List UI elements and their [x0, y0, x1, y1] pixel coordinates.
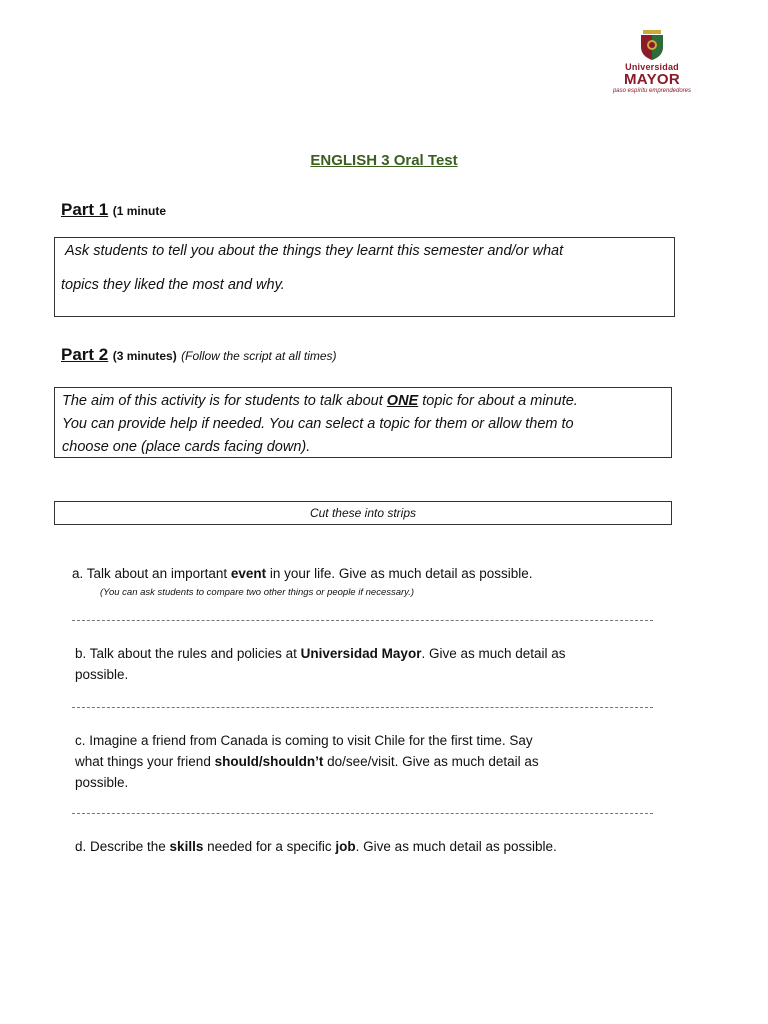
topic-b-post: . Give as much detail as — [421, 646, 566, 661]
part2-note: (Follow the script at all times) — [181, 349, 337, 363]
topic-d-keyword-job: job — [335, 839, 356, 854]
document-title: ENGLISH 3 Oral Test — [310, 152, 458, 169]
topic-c-keyword: should/shouldn’t — [214, 754, 324, 769]
cut-line-3 — [72, 813, 653, 814]
topic-d-post: . Give as much detail as possible. — [355, 839, 557, 854]
logo-tagline: paso espíritu emprendedores — [612, 88, 692, 94]
cut-strips-label: Cut these into strips — [54, 501, 672, 525]
topic-c-pre: what things your friend — [75, 754, 215, 769]
logo-university-text: Universidad — [625, 62, 679, 72]
part2-instructions-box — [54, 387, 672, 458]
part1-instructions-line2: topics they liked the most and why. — [61, 277, 285, 293]
cut-line-2 — [72, 707, 653, 708]
topic-b — [75, 643, 566, 685]
part1-duration: (1 minute — [112, 204, 167, 218]
part1-instructions-box — [54, 237, 675, 317]
cut-line-1 — [72, 620, 653, 621]
logo-mayor-text: MAYOR — [624, 71, 680, 88]
topic-d-mid: needed for a specific — [203, 839, 336, 854]
part1-heading — [61, 200, 166, 220]
topic-c — [75, 730, 539, 793]
topic-b-line2: possible. — [75, 667, 129, 682]
topic-d-pre: d. Describe the — [75, 839, 170, 854]
topic-a — [72, 563, 533, 603]
university-logo — [610, 30, 694, 94]
part2-name: Part 2 — [61, 345, 109, 364]
topic-d — [75, 836, 557, 857]
part2-duration: (3 minutes) — [112, 349, 177, 363]
part1-name: Part 1 — [61, 200, 109, 219]
topic-c-line3: possible. — [75, 775, 129, 790]
topic-b-pre: b. Talk about the rules and policies at — [75, 646, 301, 661]
part1-instructions-line1: Ask students to tell you about the things they learnt this semester and/or what — [65, 243, 564, 259]
crest-icon — [639, 30, 665, 60]
part2-line2: You can provide help if needed. You can select a topic for them or allow them to — [62, 416, 574, 432]
topic-c-line1: c. Imagine a friend from Canada is coming to visit Chile for the first time. Say — [75, 733, 533, 748]
part2-line3: choose one (place cards facing down). — [62, 439, 311, 455]
topic-d-keyword-skills: skills — [169, 839, 204, 854]
topic-c-post: do/see/visit. Give as much detail as — [323, 754, 539, 769]
part2-aim-post: topic for about a minute. — [418, 393, 578, 409]
part2-aim-line — [62, 390, 664, 413]
part2-aim-pre: The aim of this activity is for students to talk about — [62, 393, 387, 409]
topic-a-pre: a. Talk about an important — [72, 566, 231, 581]
topic-a-note: (You can ask students to compare two other things or people if necessary.) — [100, 587, 415, 598]
part2-heading — [61, 345, 337, 365]
topic-a-keyword: event — [230, 566, 267, 581]
topic-b-keyword: Universidad Mayor — [300, 646, 422, 661]
part2-aim-emphasis: ONE — [386, 393, 419, 409]
topic-a-post: in your life. Give as much detail as possible. — [266, 566, 533, 581]
